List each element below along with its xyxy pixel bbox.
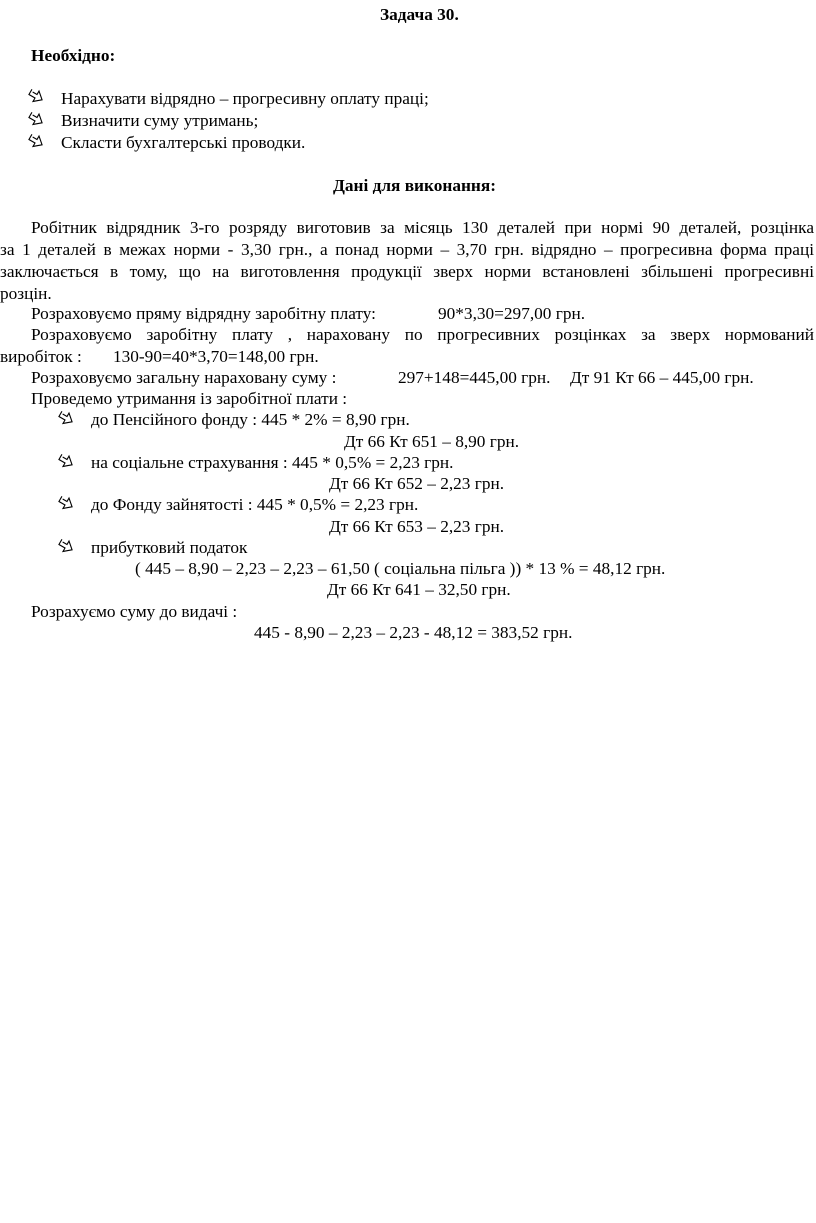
progressive-pay-line: Розраховуємо заробітну плату , нараховану по прогресивних розцінках за зверх нормований xyxy=(31,325,814,344)
direct-pay-label: Розраховуємо пряму відрядну заробітну плату: xyxy=(31,304,376,323)
required-item: Визначити суму утримань; xyxy=(61,111,259,130)
hollow-arrow-bullet-icon xyxy=(26,134,44,152)
progressive-pay-label: виробіток : xyxy=(0,347,82,366)
payout-label: Розрахуємо суму до видачі : xyxy=(31,602,238,621)
deduction-income-tax-entry: Дт 66 Кт 641 – 32,50 грн. xyxy=(327,580,511,599)
hollow-arrow-bullet-icon xyxy=(56,539,74,557)
hollow-arrow-bullet-icon xyxy=(26,89,44,107)
total-pay-label: Розраховуємо загальну нараховану суму : xyxy=(31,368,337,387)
required-item: Скласти бухгалтерські проводки. xyxy=(61,133,306,152)
deduction-social-entry: Дт 66 Кт 652 – 2,23 грн. xyxy=(329,474,505,493)
total-pay-formula: 297+148=445,00 грн. xyxy=(398,368,551,387)
deduction-employment-label: до Фонду зайнятості : 445 * 0,5% = 2,23 грн. xyxy=(91,495,419,514)
payout-formula: 445 - 8,90 – 2,23 – 2,23 - 48,12 = 383,52 грн. xyxy=(254,623,573,642)
deduction-pension-label: до Пенсійного фонду : 445 * 2% = 8,90 грн. xyxy=(91,410,410,429)
progressive-pay-formula: 130-90=40*3,70=148,00 грн. xyxy=(113,347,319,366)
deductions-heading: Проведемо утримання із заробітної плати : xyxy=(31,389,348,408)
deduction-employment-entry: Дт 66 Кт 653 – 2,23 грн. xyxy=(329,517,505,536)
hollow-arrow-bullet-icon xyxy=(26,112,44,130)
total-pay-entry: Дт 91 Кт 66 – 445,00 грн. xyxy=(570,368,754,387)
data-heading: Дані для виконання: xyxy=(333,176,496,195)
hollow-arrow-bullet-icon xyxy=(56,411,74,429)
hollow-arrow-bullet-icon xyxy=(56,496,74,514)
hollow-arrow-bullet-icon xyxy=(56,454,74,472)
deduction-income-tax-label: прибутковий податок xyxy=(91,538,248,557)
task-title: Задача 30. xyxy=(380,5,459,24)
required-heading: Необхідно: xyxy=(31,46,116,65)
intro-line: заключається в тому, що на виготовлення продукції зверх норми встановлені збільшені прогресивні xyxy=(0,262,814,281)
intro-line: за 1 деталей в межах норми - 3,30 грн., а понад норми – 3,70 грн. відрядно – прогресивна форма праці xyxy=(0,240,814,259)
intro-line: Робітник відрядник 3-го розряду виготовив за місяць 130 деталей при нормі 90 деталей, розцінка xyxy=(31,218,814,237)
deduction-pension-entry: Дт 66 Кт 651 – 8,90 грн. xyxy=(344,432,520,451)
deduction-income-tax-formula: ( 445 – 8,90 – 2,23 – 2,23 – 61,50 ( соціальна пільга )) * 13 % = 48,12 грн. xyxy=(135,559,666,578)
direct-pay-formula: 90*3,30=297,00 грн. xyxy=(438,304,586,323)
intro-line: розцін. xyxy=(0,284,52,303)
required-item: Нарахувати відрядно – прогресивну оплату праці; xyxy=(61,89,429,108)
deduction-social-label: на соціальне страхування : 445 * 0,5% = 2,23 грн. xyxy=(91,453,454,472)
